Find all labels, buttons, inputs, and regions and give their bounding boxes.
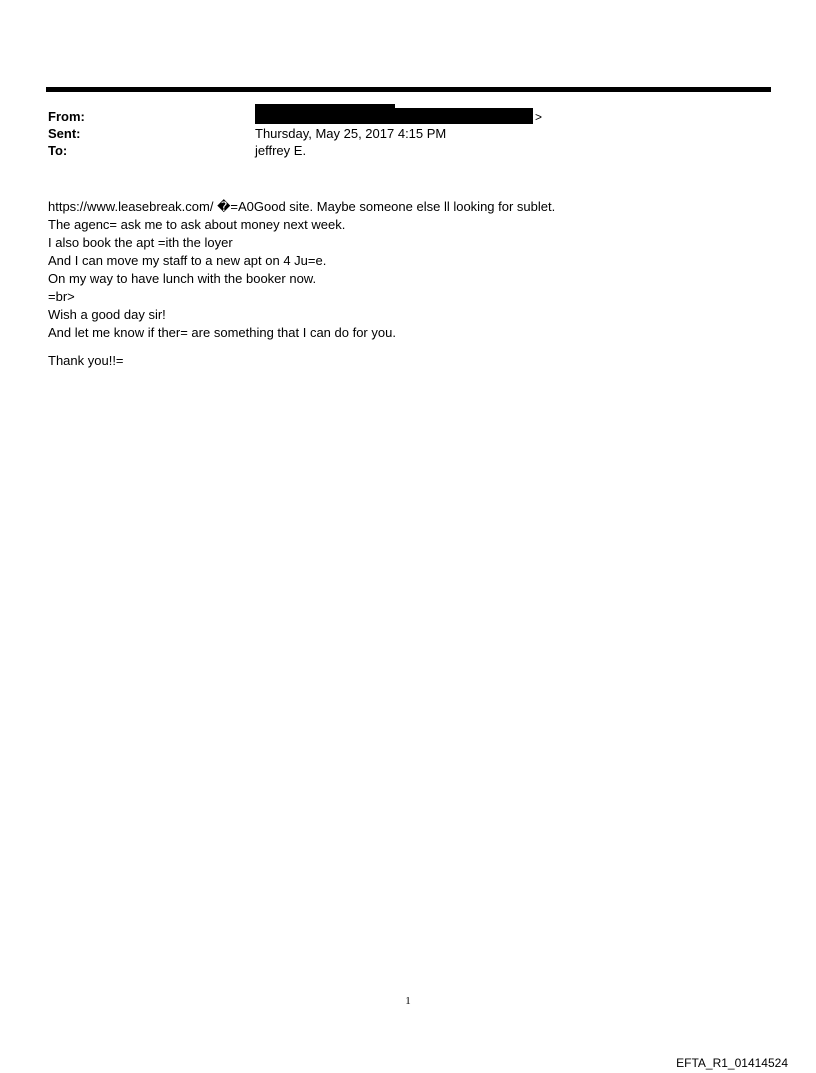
to-value: jeffrey E. [255,143,307,158]
to-label: To: [48,143,68,158]
to-row [48,142,768,159]
email-body [48,198,768,370]
body-line: Wish a good day sir! [48,307,166,322]
body-line: =br> [48,289,75,304]
redaction-block [255,108,533,124]
paragraph-gap [48,342,768,352]
page-number: 1 [405,995,411,1007]
body-line: And let me know if ther= are something that I can do for you. [48,325,396,340]
from-address-tail: > [535,110,543,124]
body-line: And I can move my staff to a new apt on 4 Ju=e. [48,253,327,268]
document-id: EFTA_R1_01414524 [676,1056,788,1070]
from-row [48,108,768,125]
body-line: I also book the apt =ith the loyer [48,235,233,250]
body-line: The agenc= ask me to ask about money next week. [48,217,346,232]
email-header [48,108,768,159]
sent-row [48,125,768,142]
body-line: On my way to have lunch with the booker now. [48,271,317,286]
from-label: From: [48,109,85,124]
body-line: https://www.leasebreak.com/ �=A0Good site. Maybe someone else ll looking for sublet. [48,199,556,214]
sent-value: Thursday, May 25, 2017 4:15 PM [255,126,447,141]
closing-line: Thank you!!= [48,353,124,368]
sent-label: Sent: [48,126,81,141]
header-divider [46,87,771,92]
